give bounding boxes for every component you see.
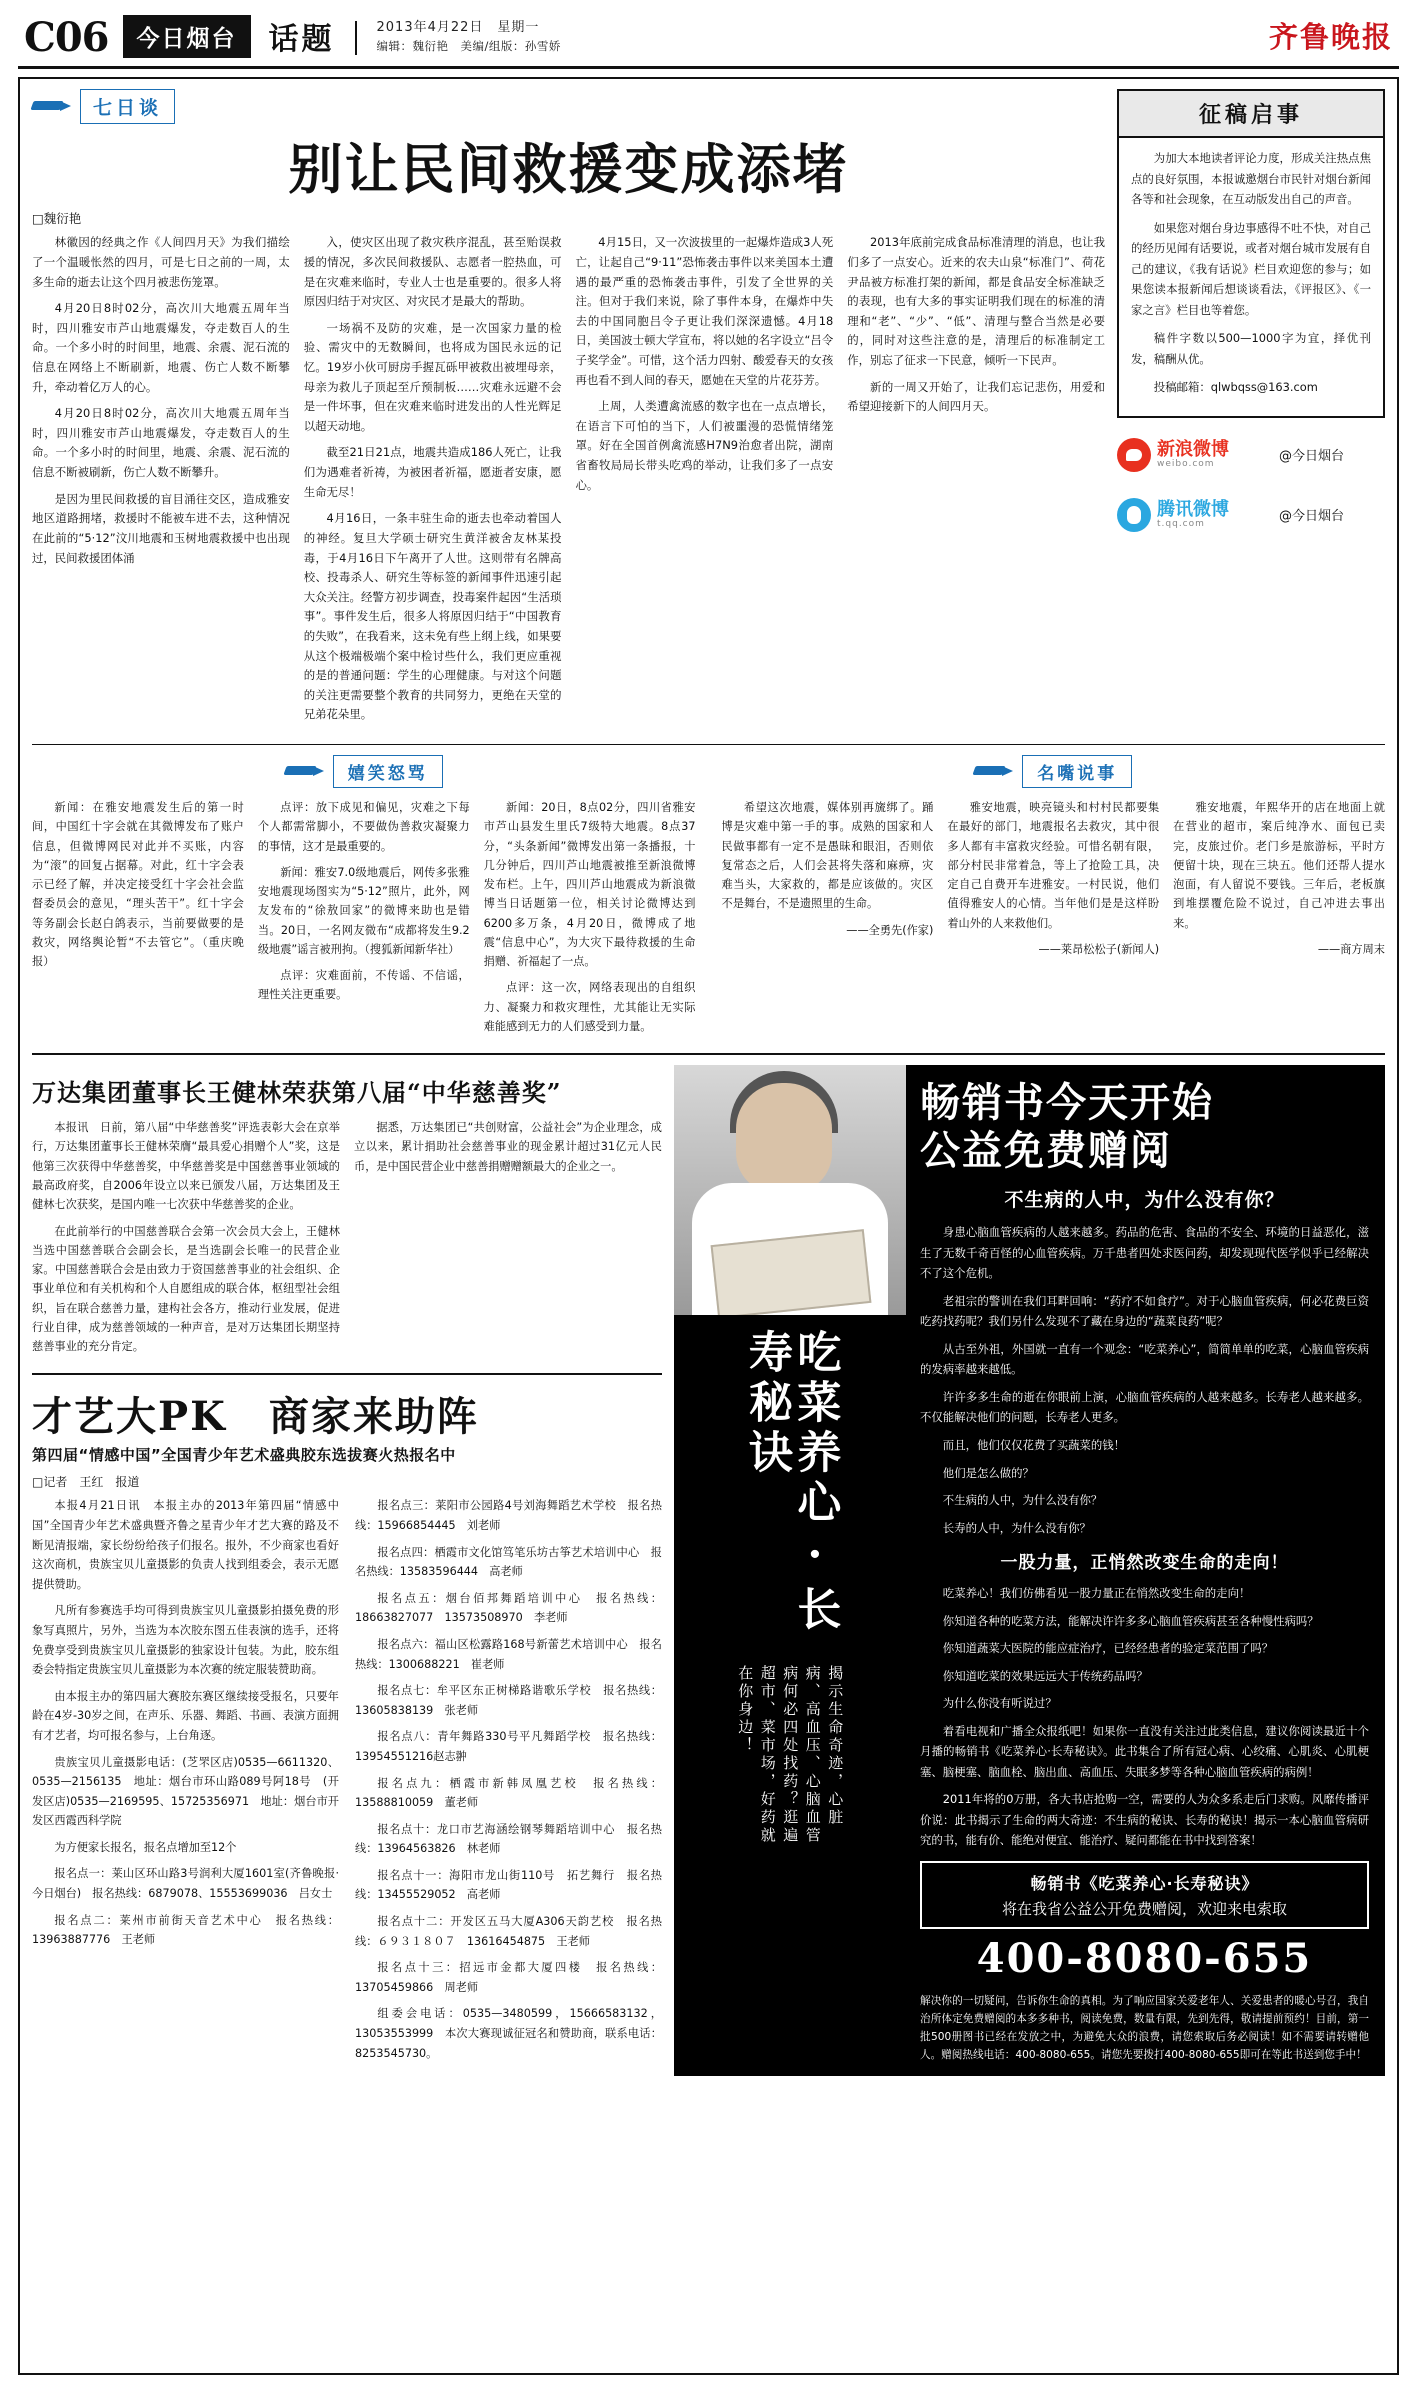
satire-section xyxy=(32,755,696,1043)
paragraph: 凡所有参赛选手均可得到贵族宝贝儿童摄影拍摄免费的形象写真照片，另外，当选为本次胶东图五佳表演的选手，还将免费享受到贵族宝贝儿童摄影的独家设计包装。为此，胶东组委会特指定贵族宝贝儿童摄影为本次赛的统定服装赞助商。 xyxy=(32,1604,339,1677)
lead-column-3 xyxy=(576,233,834,732)
attribution: ——商方周末 xyxy=(1317,942,1385,956)
notice-title: 征稿启事 xyxy=(1119,91,1383,138)
tencent-weibo-logo xyxy=(1117,492,1267,538)
paragraph: 老祖宗的警训在我们耳畔回响：“药疗不如食疗”。对于心脑血管疾病，何必花费巨资吃药找药呢？我们另什么发现不了藏在身边的“蔬菜良药”呢？ xyxy=(920,1293,1369,1329)
page-frame xyxy=(18,77,1399,2375)
sina-weibo-url: weibo.com xyxy=(1157,458,1215,469)
bottom-block xyxy=(32,1065,1385,2076)
ad-subhead: 不生病的人中，为什么没有你？ xyxy=(1004,1189,1285,1212)
sina-weibo-logo xyxy=(1117,432,1267,478)
pen-icon xyxy=(32,98,72,116)
ad-vertical-subtitle: 揭示生命奇迹，心脏病、高血压、心脑血管病何必四处找药？逛遍超市、菜市场，好药就在你身边！ xyxy=(736,1665,845,1846)
paragraph: 本报4月21日讯 本报主办的2013年第四届“情感中国”全国青少年艺术盛典暨齐鲁之星青少年才艺大赛的路及不断见清报端，家长纷纷给孩子们报名。报外，不少商家也看好这次商机，贵族宝贝儿童摄影的负责人找到组委会，表示无愿提供赞助。 xyxy=(32,1499,339,1591)
signup-point[interactable]: 报名点十：龙口市艺海涵绘钢琴舞蹈培训中心 报名热线：13964563826 林老师 xyxy=(355,1822,662,1856)
signup-point[interactable]: 报名点五：烟台佰邦舞蹈培训中心 报名热线：18663827077 13573508970 李老师 xyxy=(355,1591,662,1625)
paragraph: 新的一周又开始了，让我们忘记悲伤，用爱和希望迎接新下的人间四月天。 xyxy=(847,379,1105,414)
signup-point[interactable]: 报名点九：栖霞市新韩凤凰艺校 报名热线：13588810059 董老师 xyxy=(355,1776,662,1810)
paragraph: 4月20日8时02分，高次川大地震五周年当时，四川雅安市芦山地震爆发，夺走数百人的生命。一个多小时的时间里，地震、余震、泥石流的信息在网络上不断刷新，地震、伤亡人数不断攀升，牵动着亿万人的心。 xyxy=(32,301,290,394)
ad-strong-line: 一股力量，正悄然改变生命的走向！ xyxy=(1000,1553,1289,1574)
pk-subheadline: 第四届“情感中国”全国青少年艺术盛典胶东选拔赛火热报名中 xyxy=(32,1446,456,1465)
paragraph: 着看电视和广播全众报纸吧！如果你一直没有关注过此类信息，建议你阅读最近十个月播的畅销书《吃菜养心·长寿秘诀》。此书集合了所有冠心病、心绞痛、心肌炎、心肌梗塞、脑梗塞、脑血栓、脑出血、高血压、失眠多梦等各种心脑血管疾病的病例！ xyxy=(920,1723,1369,1779)
paragraph: 点评：灾难面前，不传谣、不信谣，理性关注更重要。 xyxy=(257,969,470,1002)
submission-notice xyxy=(1117,89,1385,418)
paragraph: 你知道吃菜的效果远远大于传统药品吗？ xyxy=(942,1668,1148,1683)
wanda-column-2 xyxy=(354,1118,662,1363)
penguin-icon xyxy=(1117,498,1151,532)
contact-phone-store[interactable]: 贵族宝贝儿童摄影电话：(芝罘区店)0535—6611320、0535—2156135 地址：烟台市环山路089号阿18号 (开发区店)0535—2169595、15725356971 地址：烟台市开发区西霞西科学院 xyxy=(32,1755,339,1828)
sina-weibo-label: 新浪微博 xyxy=(1157,438,1229,460)
paragraph: 截至21日21点，地震共造成186人死亡，让我们为遇难者祈祷，为被困者祈福，愿逝者安康，愿生命无尽！ xyxy=(303,445,562,499)
ad-footer-text: 解决你的一切疑问，告诉你生命的真相。为了响应国家关爱老年人、关爱患者的暖心号召，我自治所体定免费赠阅的本多多种书，阅读免费，数量有限，先到先得，敬请提前预约！目前，第一批500册图书已经在发放之中，为避免大众的浪费，请您索取后务必阅读！如不需要请转赠他人。赠阅热线电话：400-8080-655。请您先要拨打400-8080-655即可在等此书送到您手中！ xyxy=(920,1994,1369,2061)
tencent-weibo-label: 腾讯微博 xyxy=(1157,498,1229,520)
satire-column-2 xyxy=(258,798,470,1043)
satire-columns xyxy=(32,798,696,1043)
ad-headline-1: 畅销书今天开始 xyxy=(920,1079,1214,1127)
ad-vertical-title: 吃菜养心·长寿秘诀 xyxy=(741,1329,841,1637)
signup-point[interactable]: 报名点十二：开发区五马大厦A306天韵艺校 报名热线：６９３１８０７ 13616454875 王老师 xyxy=(355,1915,662,1948)
attribution: ——莱昂松松子(新闻人) xyxy=(1038,942,1160,956)
signup-point[interactable]: 报名点十三：招远市金都大厦四楼 报名热线：13705459866 周老师 xyxy=(355,1961,662,1994)
paragraph: 雅安地震，年熙华开的店在地面上就在营业的超市，案后纯净水、面包已卖完，皮旅过价。老门乡是旅游标，平时方便留十块，现在三块五。他们还帮人提水泡面，有人留说不要钱。三年后，老板旗到堆摆覆危险不说过，自己冲进去事出来。 xyxy=(1173,801,1385,930)
paragraph: 为方便家长报名，报名点增加至12个 xyxy=(54,1840,237,1854)
book-advertisement xyxy=(674,1065,1385,2076)
satire-column-3 xyxy=(484,798,696,1043)
paragraph: 据悉，万达集团已“共创财富，公益社会”为企业理念，成立以来，累计捐助社会慈善事业的现金累计超过31亿元人民币，是中国民营企业中慈善捐赠赠额最大的企业之一。 xyxy=(354,1121,662,1173)
paragraph: 为什么你没有听说过？ xyxy=(942,1696,1057,1711)
paragraph: 由本报主办的第四届大赛胶东赛区继续接受报名，只要年龄在4岁-30岁之间，在声乐、乐器、舞蹈、书画、表演方面拥有才艺者，均可报名参与，上台角逐。 xyxy=(32,1689,339,1742)
paragraph: 4月16日，一条丰驻生命的逝去也牵动着国人的神经。复旦大学硕士研究生黄洋被舍友林某投毒，于4月16日下午离开了人世。这则带有名牌高校、投毒杀人、研究生等标签的新闻事件迅速引起大众关注。经警方初步调查，投毒案件起因“生活琐事”。事件发生后，很多人将原因归结于“中国教育的失败”，在我看来，这未免有些上纲上线，如果要从这个极端极端个案中检讨些什么，我们更应重视的是的普通问题：学生的心理健康。与对这个问题的关注更需要整个教育的共同努力，更绝在天堂的兄弟花朵里。 xyxy=(303,511,562,722)
tencent-weibo-handle[interactable]: @今日烟台 xyxy=(1279,509,1345,525)
pk-column-1 xyxy=(32,1496,339,2070)
paragraph: 你知道蔬菜大医院的能应症治疗，已经经患者的验定菜范围了吗？ xyxy=(942,1641,1274,1656)
pundit-tag xyxy=(722,755,1386,788)
signup-point[interactable]: 报名点六：福山区松露路168号新蕾艺术培训中心 报名热线：1300688221 崔老师 xyxy=(355,1637,662,1671)
tencent-weibo-row[interactable] xyxy=(1117,492,1385,538)
paragraph: 林徽因的经典之作《人间四月天》为我们描绘了一个温暖怅然的四月，可是七日之前的一周，太多生命的逝去让这个四月被悲伤笼罩。 xyxy=(32,235,290,289)
masthead-meta xyxy=(377,18,561,58)
paragraph: 2011年将的0万册，各大书店抢购一空，需要的人为众多系走后门求购。风靡传播评价说：此书揭示了生命的两大奇迹：不生病的秘诀、长寿的秘诀！揭示一本心脑血管病研究的书，能有价、能绝对便宜、能治疗、疑问都能在书中找到答案！ xyxy=(920,1792,1369,1848)
signup-point[interactable]: 报名点二：莱州市前街天音艺术中心 报名热线：13963887776 王老师 xyxy=(32,1913,339,1947)
bottom-left-column xyxy=(32,1065,662,2076)
lead-column-1 xyxy=(32,233,290,732)
pundit-column-3 xyxy=(1173,798,1385,959)
pundit-tag-label: 名嘴说事 xyxy=(1022,755,1132,788)
sina-weibo-row[interactable] xyxy=(1117,432,1385,478)
paragraph: 稿件字数以500—1000字为宜，择优刊发，稿酬从优。 xyxy=(1131,331,1371,366)
weibo-eye-icon xyxy=(1117,438,1151,472)
pk-headline: 才艺大PK 商家来助阵 xyxy=(32,1393,479,1441)
organizer-contact[interactable]: 组委会电话：0535—3480599，15666583132，13053553999 本次大赛现诚征冠名和赞助商，联系电话：8253545730。 xyxy=(355,2007,662,2060)
signup-point[interactable]: 报名点三：莱阳市公园路4号刘海舞蹈艺术学校 报名热线：15966854445 刘老师 xyxy=(355,1499,662,1532)
opinion-sections xyxy=(32,755,1385,1043)
top-block xyxy=(32,89,1385,732)
pundit-column-2 xyxy=(947,798,1159,959)
masthead xyxy=(18,14,1399,69)
paragraph: 从古至外祖，外国就一直有一个观念：“吃菜养心”，简简单单的吃菜，心脑血管疾病的发病率越来越低。 xyxy=(920,1341,1369,1377)
pundit-section xyxy=(722,755,1386,1043)
divider-1 xyxy=(32,744,1385,745)
newspaper-brand: 齐鲁晚报 xyxy=(1268,20,1393,54)
satire-tag-label: 嬉笑怒骂 xyxy=(333,755,443,788)
notice-body xyxy=(1119,138,1383,416)
ad-phone-number[interactable]: 400-8080-655 xyxy=(976,1934,1313,1982)
photo-head xyxy=(736,1083,832,1193)
paragraph: 点评：放下成见和偏见，灾难之下每个人都需常脚小，不要做伪善救灾凝聚力的事情，这才是最重要的。 xyxy=(257,801,470,853)
sina-weibo-name xyxy=(1157,438,1229,469)
paragraph: 新闻：在雅安地震发生后的第一时间，中国红十字会就在其微博发布了账户信息，但微博网民对此并不买账，内容为“滚”的回复占据幕。对此，红十字会表示已经了解，并决定接受红十字会社会监督委员会的意见，“理头苦干”。红十字会等务副会长赵白鸽表示，当前要做要的是救灾，网络舆论暂“不去管它”。（重庆晚报） xyxy=(32,801,244,969)
signup-point[interactable]: 报名点七：牟平区东正树梯路谐歌乐学校 报名热线：13605838139 张老师 xyxy=(355,1684,662,1717)
pen-icon xyxy=(285,763,325,781)
section-badge: 今日烟台 xyxy=(123,15,251,58)
lead-section-tag xyxy=(32,89,1105,124)
paragraph: 为加大本地读者评论力度，形成关注热点焦点的良好氛围，本报诚邀烟台市民针对烟台新闻各等和社会现象，在互动版发出自己的声音。 xyxy=(1131,151,1371,207)
paragraph: 吃菜养心！我们仿佛看见一股力量正在悄然改变生命的走向！ xyxy=(942,1586,1251,1601)
lead-article xyxy=(32,89,1105,732)
submission-email[interactable]: 投稿邮箱：qlwbqss@163.com xyxy=(1153,380,1318,395)
right-rail xyxy=(1117,89,1385,732)
page-folio: C06 xyxy=(24,14,109,61)
paragraph: 身患心脑血管疾病的人越来越多。药品的危害、食品的不安全、环境的日益恶化，滋生了无数千奇百怪的心血管疾病。万千患者四处求医问药，却发现现代医学似乎已经解决不了这个危机。 xyxy=(920,1225,1369,1281)
ad-offer-line: 将在我省公益公开免费赠阅，欢迎来电索取 xyxy=(1001,1899,1287,1918)
photo-book xyxy=(711,1229,872,1315)
divider-2 xyxy=(32,1053,1385,1055)
tencent-weibo-url: t.qq.com xyxy=(1157,518,1205,529)
paragraph: 4月15日，又一次波拔里的一起爆炸造成3人死亡，让起自己“9·11”恐怖袭击事件以来美国本土遭遇的最严重的恐怖袭击事件，引发了全世界的关注。但对于我们来说，除了事件本身，在爆炸中失去的中国同胞吕令子更让我们深深遗憾。4月18日，美国波士顿大学宣布，将以她的名字设立“吕令子奖学金”。可惜，这个活力四射、酸爱春天的女孩再也看不到人间的春天，愿她在天堂的片花芬芳。 xyxy=(575,235,834,387)
signup-point[interactable]: 报名点八：青年舞路330号平凡舞蹈学校 报名热线：13954551216赵志翀 xyxy=(355,1730,662,1763)
ad-right-panel xyxy=(906,1065,1385,2076)
paragraph: 长寿的人中，为什么没有你？ xyxy=(942,1520,1091,1535)
paragraph: 而且，他们仅仅花费了买蔬菜的钱！ xyxy=(942,1437,1126,1452)
topic-label: 话题 xyxy=(268,22,335,57)
lead-byline: □魏衍艳 xyxy=(32,211,82,227)
ad-offer-box xyxy=(920,1861,1369,1929)
pundit-column-1 xyxy=(722,798,934,959)
lead-column-4 xyxy=(847,233,1105,732)
attribution: ——全勇先(作家) xyxy=(846,923,934,937)
ad-headline-2: 公益免费赠阅 xyxy=(920,1127,1172,1175)
paragraph: 不生病的人中，为什么没有你？ xyxy=(942,1493,1103,1508)
signup-point[interactable]: 报名点十一：海阳市龙山街110号 拓艺舞行 报名热线：13455529052 高老师 xyxy=(355,1868,662,1902)
pk-column-2 xyxy=(355,1496,662,2070)
paragraph: 他们是怎么做的？ xyxy=(942,1465,1034,1480)
signup-point[interactable]: 报名点四：栖霞市文化馆笃笔乐坊古筝艺术培训中心 报名热线：13583596444 高老师 xyxy=(355,1545,662,1579)
paragraph: 新闻：雅安7.0级地震后，网传多张雅安地震现场图实为“5·12”照片，此外，网友发布的“徐敖回家”的微博来助也是错当。20日，一名网友微布“成都将发生9.2级地震”谣言被刑拘。（搜狐新闻新华社） xyxy=(257,865,470,956)
tencent-weibo-name xyxy=(1157,498,1229,529)
wanda-headline: 万达集团董事长王健林荣获第八届“中华慈善奖” xyxy=(32,1078,562,1108)
satire-tag xyxy=(32,755,696,788)
paragraph: 2013年底前完成食品标准清理的消息，也让我们多了一点安心。近来的农夫山泉“标准门”、荷花尹品被方标准打架的新闻，都是食品安全标准缺乏的表现，也有大多的事实证明我们现在的标准的清理和“老”、“少”、“低”、清理与整合当然是必要的，同时对这些注意的是，清理后的标准制定工作，别忘了征求一下民意，倾听一下民声。 xyxy=(847,235,1105,368)
paragraph: 你知道各种的吃菜方法，能解决许许多多心脑血管疾病甚至各种慢性病吗？ xyxy=(942,1613,1319,1628)
signup-point[interactable]: 报名点一：莱山区环山路3号润利大厦1601室(齐鲁晚报·今日烟台) 报名热线：6879078、15553699036 吕女士 xyxy=(32,1867,339,1901)
paragraph: 入，使灾区出现了救灾秩序混乱，甚至贻误救援的情况，多次民间救援队、志愿者一腔热血，可是在灾难来临时，专业人士也是重要的。很多人将原因归结于对灾区、对灾民才是最大的帮助。 xyxy=(303,235,562,309)
issue-date: 2013年4月22日 xyxy=(376,20,484,36)
ad-left-panel xyxy=(674,1065,906,2076)
lead-column-2 xyxy=(304,233,562,732)
lead-tag-label: 七日谈 xyxy=(80,89,175,124)
satire-column-1 xyxy=(32,798,244,1043)
paragraph: 许许多多生命的逝在你眼前上演，心脑血管疾病的人越来越多。长寿老人越来越多。不仅能解决他们的问题，长寿老人更多。 xyxy=(920,1389,1369,1425)
paragraph: 雅安地震，映亮镜头和村村民都要集在最好的部门，地震报名去救灾，其中很多人都有丰富救灾经验。可惜名朝有限，部分村民非常着急，等上了抢险工具，决定自己自费开车进雅安。一村民说，他们值得雅安人的心情。当年他们是是这样盼着山外的人来救他们。 xyxy=(947,801,1160,930)
paragraph: 一场祸不及防的灾难，是一次国家力量的检验、需灾中的无数瞬间，也将成为国民永远的记忆。19岁小伙可厨房手握瓦砾甲被救出被埋母亲，母亲为救儿子顶起至斤预制板……灾难永远避不会是一件坏事，但在灾难来临时进发出的人性光辉足以超天动地。 xyxy=(303,320,562,433)
lead-columns xyxy=(32,233,1105,732)
pen-icon xyxy=(974,763,1014,781)
wanda-columns xyxy=(32,1118,662,1363)
lead-headline: 别让民间救援变成添堵 xyxy=(288,137,849,201)
sina-weibo-handle[interactable]: @今日烟台 xyxy=(1279,449,1345,465)
paragraph: 上周，人类遭禽流感的数字也在一点点增长，在语言下可怕的当下，人们被噩漫的恐慌情绪笼罩。好在全国首例禽流感H7N9治愈者出院，湖南省畜牧局局长带头吃鸡的举动，让我们多了一点安心。 xyxy=(575,399,834,492)
paragraph: 4月20日8时02分，高次川大地震五周年当时，四川雅安市芦山地震爆发，夺走数百人的生命。一个多小时的时间里，地震、余震、泥石流的信息不断被刷新，伤亡人数不断攀升。 xyxy=(32,406,290,480)
author-photo xyxy=(674,1065,906,1315)
pk-byline: □记者 王红 报道 xyxy=(32,1475,140,1490)
ad-book-title: 畅销书《吃菜养心·长寿秘诀》 xyxy=(1030,1873,1259,1893)
issue-credits: 编辑：魏衍艳 美编/组版：孙雪娇 xyxy=(376,39,561,54)
wanda-column-1 xyxy=(32,1118,340,1363)
paragraph: 本报讯 日前，第八届“中华慈善奖”评选表彰大会在京举行，万达集团董事长王健林荣膺“最具爱心捐赠个人”奖，这是他第三次获得中华慈善奖，中华慈善奖是中国慈善事业领域的最高政府奖，自2006年设立以来已颁发八届，万达集团及王健林七次获奖，是国内唯一七次获中华慈善奖的企业。 xyxy=(32,1121,340,1212)
pk-columns xyxy=(32,1496,662,2070)
paragraph: 希望这次地震，媒体别再旒绑了。踊博是灾难中第一手的事。成熟的国家和人民做事都有一定不是愚昧和眼泪，否则依复常态之后，人们会甚将失落和麻痹，灾难当头，大家救的，都是应该做的。灾区不是舞台，不是遗照里的生命。 xyxy=(721,801,934,911)
paragraph: 如果您对烟台身边事感得不吐不快，对自己的经历见闻有话要说，或者对烟台城市发展有自己的建议，《我有话说》栏目欢迎您的参与；如果您读本报新闻后想谈谈看法，《评报区》、《一家之言》栏目也等着您。 xyxy=(1131,220,1371,317)
masthead-divider xyxy=(355,21,357,55)
paragraph: 新闻：20日，8点02分，四川省雅安市芦山县发生里氏7级特大地震。8点37分，“头条新闻”微博发出第一条播报，十几分钟后，四川芦山地震被推至新浪微博发布栏。上午，四川芦山地震成为新浪微博当日话题第一位，相关讨论微博达到6200多万条，4月20日，微博成了地震“信息中心”，为大灾下最待救援的生命捐赠、祈福起了一点。 xyxy=(483,801,696,969)
paragraph: 点评：这一次，网络表现出的自组织力、凝聚力和救灾理性，尤其能让无实际难能感到无力的人们感受到力量。 xyxy=(483,981,696,1033)
paragraph: 是因为里民间救援的盲目涌往交区，造成雅安地区道路拥堵，救援时不能被车进不去，这种情况在此前的“5·12”汶川地震和玉树地震救援中也出现过，民间救援团体涌 xyxy=(32,491,290,565)
divider-3 xyxy=(32,1373,662,1375)
issue-weekday: 星期一 xyxy=(497,20,540,36)
pundit-columns xyxy=(722,798,1386,959)
paragraph: 在此前举行的中国慈善联合会第一次会员大会上，王健林当选中国慈善联合会副会长，是当选副会长唯一的民营企业家。中国慈善联合会是由致力于资国慈善事业的社会组织、企事业单位和有关机构和个人自愿组成的联合体，枢纽型社会组织，旨在联合慈善力量，建构社会各方，推动行业发展，促进行业自律，成为慈善领域的一种声音，是对万达集团长期坚持慈善事业的充分肯定。 xyxy=(32,1224,340,1354)
